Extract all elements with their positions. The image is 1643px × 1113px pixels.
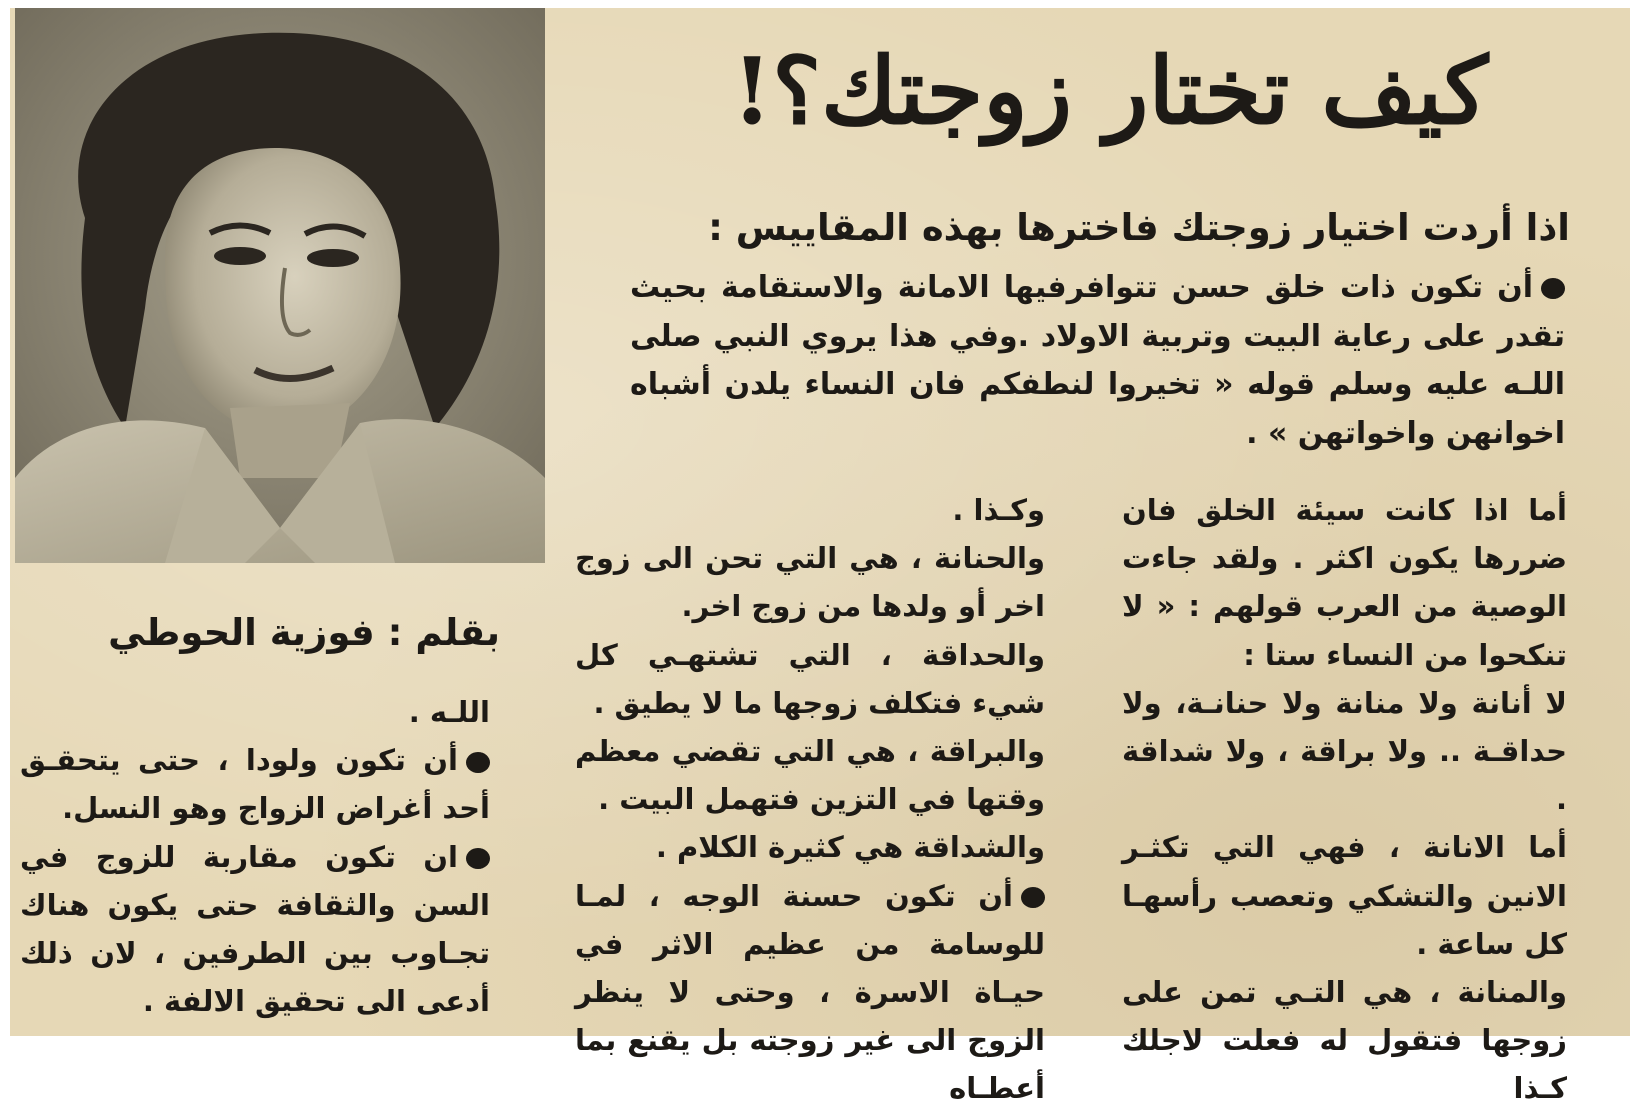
- bullet-icon: [466, 848, 490, 869]
- paragraph: وكـذا .: [952, 493, 1045, 527]
- article-headline: كيف تختار زوجتك؟!: [731, 37, 1489, 145]
- paragraph-text: أن تكون حسنة الوجه ، لمـا للوسامة من عظيم الاثر في حيـاة الاسرة ، وحتى لا ينظر الزوج الى غير زوجته بل يقنع بما أعطـاه: [575, 878, 1045, 1106]
- intro-paragraph: [630, 264, 1565, 458]
- paragraph: أما الانانة ، فهي التي تكثـر الانين والتشكي وتعصب رأسهـا كل ساعة .: [1122, 830, 1567, 961]
- paragraph-text: أن تكون ولودا ، حتى يتحقـق أحد أغراض الزواج وهو النسل.: [20, 743, 490, 826]
- paragraph: والشداقة هي كثيرة الكلام .: [655, 830, 1045, 865]
- article-subhead: اذا أردت اختيار زوجتك فاخترها بهذه المقاييس :: [708, 206, 1570, 249]
- paragraph: اللـه .: [408, 695, 490, 729]
- column-right: [1122, 486, 1567, 1113]
- paragraph: والحنانة ، هي التي تحن الى زوج اخر أو ولدها من زوج اخر.: [575, 541, 1045, 624]
- bullet-icon: [466, 752, 490, 773]
- paragraph-text: ان تكون مقاربة للزوج في السن والثقافة حتى يكون هناك تجـاوب بين الطرفين ، لان ذلك أدعى الى تحقيق الالفة .: [20, 839, 490, 1019]
- column-middle: [575, 486, 1045, 1113]
- paragraph-bulleted: [20, 833, 490, 1026]
- paragraph-bulleted: [20, 736, 490, 832]
- intro-text: أن تكون ذات خلق حسن تتوافرفيها الامانة والاستقامة بحيث تقدر على رعاية البيت وتربية الاولاد .وفي هذا يروي النبي صلى اللـه عليه وسلم قوله « تخيروا لنطفكم فان النساء يلدن أشباه اخوانهن واخواتهن » .: [630, 270, 1565, 451]
- bullet-icon: [1541, 278, 1565, 299]
- paragraph-bulleted: [575, 872, 1045, 1113]
- author-photo: [15, 8, 545, 563]
- paragraph: والبراقة ، هي التي تقضي معظم وقتها في التزين فتهمل البيت .: [575, 734, 1045, 817]
- paragraph: أما اذا كانت سيئة الخلق فان ضررها يكون اكثر . ولقد جاءت الوصية من العرب قولهم : « لا تنكحوا من النساء ستا :: [1122, 493, 1567, 672]
- paragraph: لا أنانة ولا منانة ولا حنانـة، ولا حداقـة .. ولا براقة ، ولا شداقة .: [1122, 685, 1567, 817]
- newspaper-clipping: [10, 8, 1630, 1106]
- paragraph: والمنانة ، هي التـي تمن على زوجها فتقول له فعلت لاجلك كـذا: [1122, 975, 1567, 1106]
- column-left: [20, 688, 490, 1025]
- paragraph: والحداقة ، التي تشتهـي كل شيء فتكلف زوجها ما لا يطيق .: [575, 637, 1045, 720]
- author-byline: بقلم : فوزية الحوطي: [108, 611, 500, 654]
- bullet-icon: [1021, 887, 1045, 908]
